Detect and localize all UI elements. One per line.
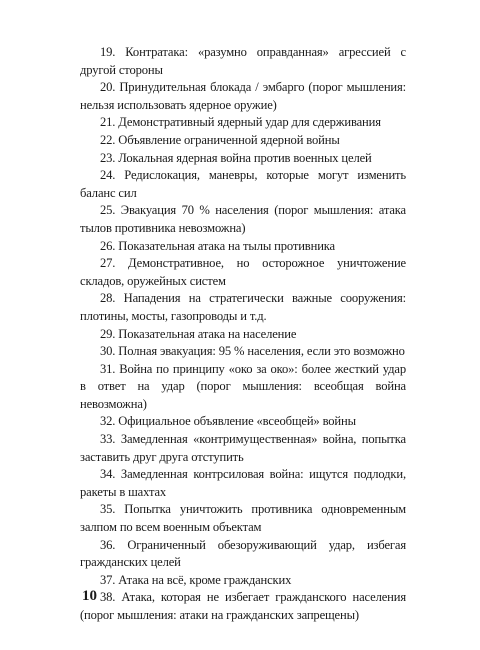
page-number: 10: [82, 588, 97, 604]
list-item: 22. Объявление ограниченной ядерной войны: [100, 132, 340, 147]
list-item: 36. Ограниченный обезоруживающий удар, избегая гражданских целей: [80, 537, 406, 570]
list-item: 33. Замедленная «контримущественная» война, попытка заставить друг друга отступить: [80, 432, 406, 464]
list-item: 21. Демонстративный ядерный удар для сдерживания: [100, 115, 381, 130]
list-item: 27. Демонстративное, но осторожное уничтожение складов, оружейных систем: [80, 256, 406, 288]
list-item: 32. Официальное объявление «всеобщей» войны: [100, 414, 356, 429]
list-item: 29. Показательная атака на население: [100, 326, 297, 341]
list-item: 28. Нападения на стратегически важные сооружения: плотины, мосты, газопроводы и т.д.: [80, 291, 406, 323]
list-item: 19. Контратака: «разумно оправданная» агрессией с другой стороны: [80, 45, 406, 77]
list-item: 24. Редислокация, маневры, которые могут изменить баланс сил: [80, 168, 406, 200]
list-item: 20. Принудительная блокада / эмбарго (порог мышления: нельзя использовать ядерное оружие): [80, 80, 406, 112]
list-item: 34. Замедленная контрсиловая война: ищутся подлодки, ракеты в шахтах: [80, 467, 406, 499]
list-item: 38. Атака, которая не избегает гражданского населения (порог мышления: атаки на гражданских запрещены): [80, 590, 406, 622]
list-item: 31. Война по принципу «око за око»: более жесткий удар в ответ на удар (порог мышления: всеобщая война невозможна): [80, 361, 406, 411]
page-body: [80, 44, 406, 625]
list-item: 35. Попытка уничтожить противника одновременным залпом по всем военным объектам: [80, 502, 406, 535]
list-item: 26. Показательная атака на тылы противника: [100, 238, 335, 253]
list-item: 23. Локальная ядерная война против военных целей: [100, 150, 372, 165]
list-item: 25. Эвакуация 70 % населения (порог мышления: атака тылов противника невозможна): [80, 203, 406, 235]
list-item: 37. Атака на всё, кроме гражданских: [100, 572, 292, 587]
list-item: 30. Полная эвакуация: 95 % населения, если это возможно: [100, 344, 405, 359]
